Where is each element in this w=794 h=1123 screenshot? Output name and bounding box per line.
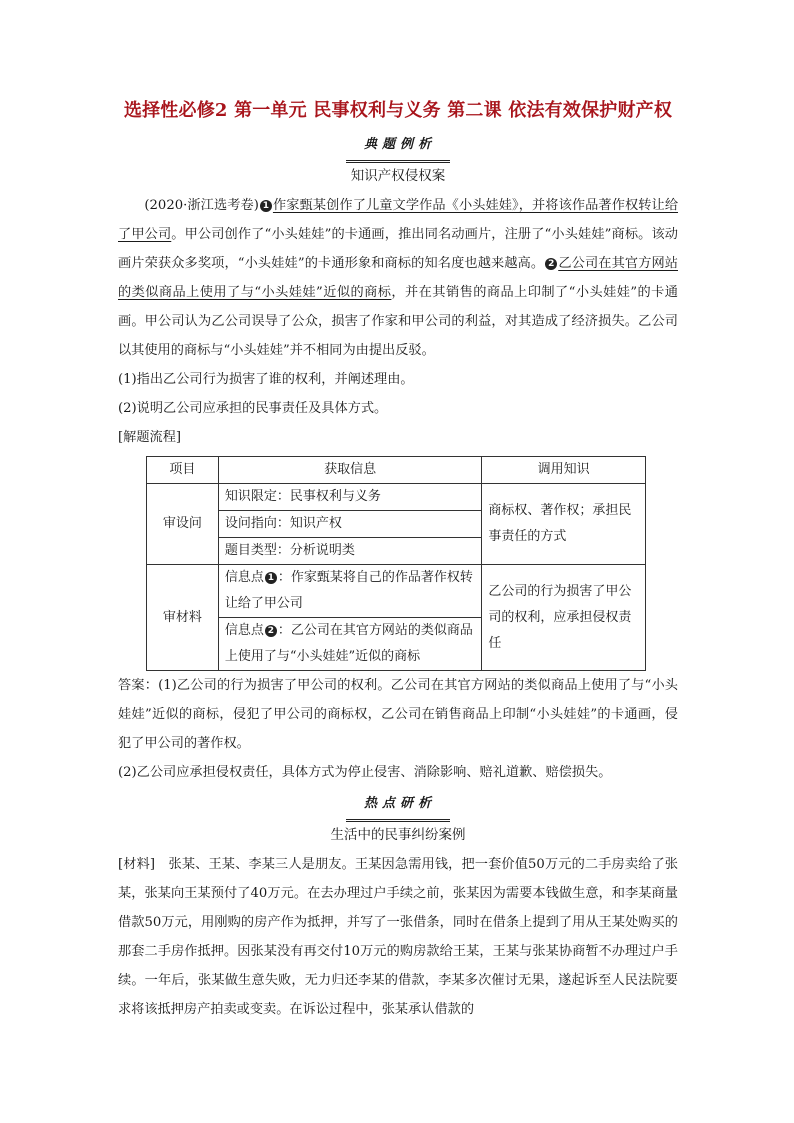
info-cell — [218, 618, 481, 671]
section-badge-examples-label: 典题例析 — [346, 132, 450, 163]
table-header-item: 项目 — [147, 457, 219, 484]
section-badge-hotspot — [118, 791, 678, 821]
info-point-1-text: 作家甄某创作了儿童文学作品《小头娃娃》，并将该作品著作权转让给了甲公司 — [118, 198, 679, 242]
knowledge-cell: 乙公司的行为损害了甲公司的权利，应承担侵权责任 — [482, 565, 646, 671]
info-prefix: 信息点 — [224, 570, 264, 585]
info-point-2-icon: 2 — [265, 625, 277, 637]
row-label-material: 审材料 — [147, 565, 219, 671]
row-label-question: 审设问 — [147, 484, 219, 565]
info-point-1-icon: 1 — [260, 200, 272, 212]
section-badge-examples — [118, 132, 678, 162]
knowledge-cell: 商标权、著作权；承担民事责任的方式 — [482, 484, 646, 565]
answer-1: 答案：(1)乙公司的行为损害了甲公司的权利。乙公司在其官方网站的类似商品上使用了与“小头娃娃”近似的商标，侵犯了甲公司的商标权，乙公司在销售商品上印制“小头娃娃”的卡通画，侵犯了甲公司的著作权。 — [118, 678, 678, 751]
info-prefix: 信息点 — [224, 623, 264, 638]
info-point-2-icon: 2 — [545, 258, 557, 270]
material-text-2: ，并在其销售的商品上印制了“小头娃娃”的卡通画。甲公司认为乙公司误导了公众，损害了作家和甲公司的利益，对其造成了经济损失。乙公司以其使用的商标与“小头娃娃”并不相同为由提出反驳。 — [118, 285, 678, 358]
question-2: (2)说明乙公司应承担的民事责任及具体方式。 — [118, 401, 388, 416]
hotspot-material-paragraph: [材料] 张某、王某、李某三人是朋友。王某因急需用钱，把一套价值50万元的二手房卖给了张某，张某向王某预付了40万元。在去办理过户手续之前，张某因为需要本钱做生意，和李某商量借款50万元，用刚购的房产作为抵押，并写了一张借条，同时在借条上提到了用从王某处购买的那套二手房作抵押。因张某没有再交付10万元的购房款给王某，王某与张某协商暂不办理过户手续。一年后，张某做生意失败，无力归还李某的借款，李某多次催讨无果，遂起诉至人民法院要求将该抵押房产拍卖或变卖。在诉讼过程中，张某承认借款的 — [118, 857, 678, 1017]
info-text: ：乙公司在其官方网站的类似商品上使用了与“小头娃娃”近似的商标 — [224, 623, 473, 664]
table-header-knowledge: 调用知识 — [482, 457, 646, 484]
solution-flow-table — [146, 456, 646, 671]
table-header-info: 获取信息 — [218, 457, 481, 484]
case-subtitle-civil: 生活中的民事纠纷案例 — [330, 827, 466, 843]
question-1: (1)指出乙公司行为损害了谁的权利，并阐述理由。 — [118, 372, 414, 387]
case-source: (2020·浙江选考卷) — [144, 198, 259, 213]
section-badge-hotspot-label: 热点研析 — [346, 791, 450, 822]
case-subtitle-ip: 知识产权侵权案 — [350, 168, 446, 184]
info-point-1-icon: 1 — [265, 572, 277, 584]
info-cell: 设问指向：知识产权 — [218, 511, 481, 538]
case-material-paragraph — [118, 191, 678, 365]
answer-2: (2)乙公司应承担侵权责任，具体方式为停止侵害、消除影响、赔礼道歉、赔偿损失。 — [118, 765, 612, 780]
table-header-row — [147, 457, 646, 484]
document-page — [118, 90, 678, 1024]
info-cell: 知识限定：民事权利与义务 — [218, 484, 481, 511]
info-cell — [218, 565, 481, 618]
page-title: 选择性必修2 第一单元 民事权利与义务 第二课 依法有效保护财产权 — [123, 100, 673, 121]
info-point-2-text: 乙公司在其官方网站的类似商品上使用了与“小头娃娃”近似的商标 — [118, 256, 678, 300]
info-text: ：作家甄某将自己的作品著作权转让给了甲公司 — [224, 570, 473, 611]
material-text-1: 。甲公司创作了“小头娃娃”的卡通画，推出同名动画片，注册了“小头娃娃”商标。该动画片荣获众多奖项，“小头娃娃”的卡通形象和商标的知名度也越来越高。 — [118, 227, 678, 271]
table-row — [147, 484, 646, 511]
solution-flow-label: [解题流程] — [118, 430, 182, 445]
info-cell: 题目类型：分析说明类 — [218, 538, 481, 565]
table-row — [147, 565, 646, 618]
